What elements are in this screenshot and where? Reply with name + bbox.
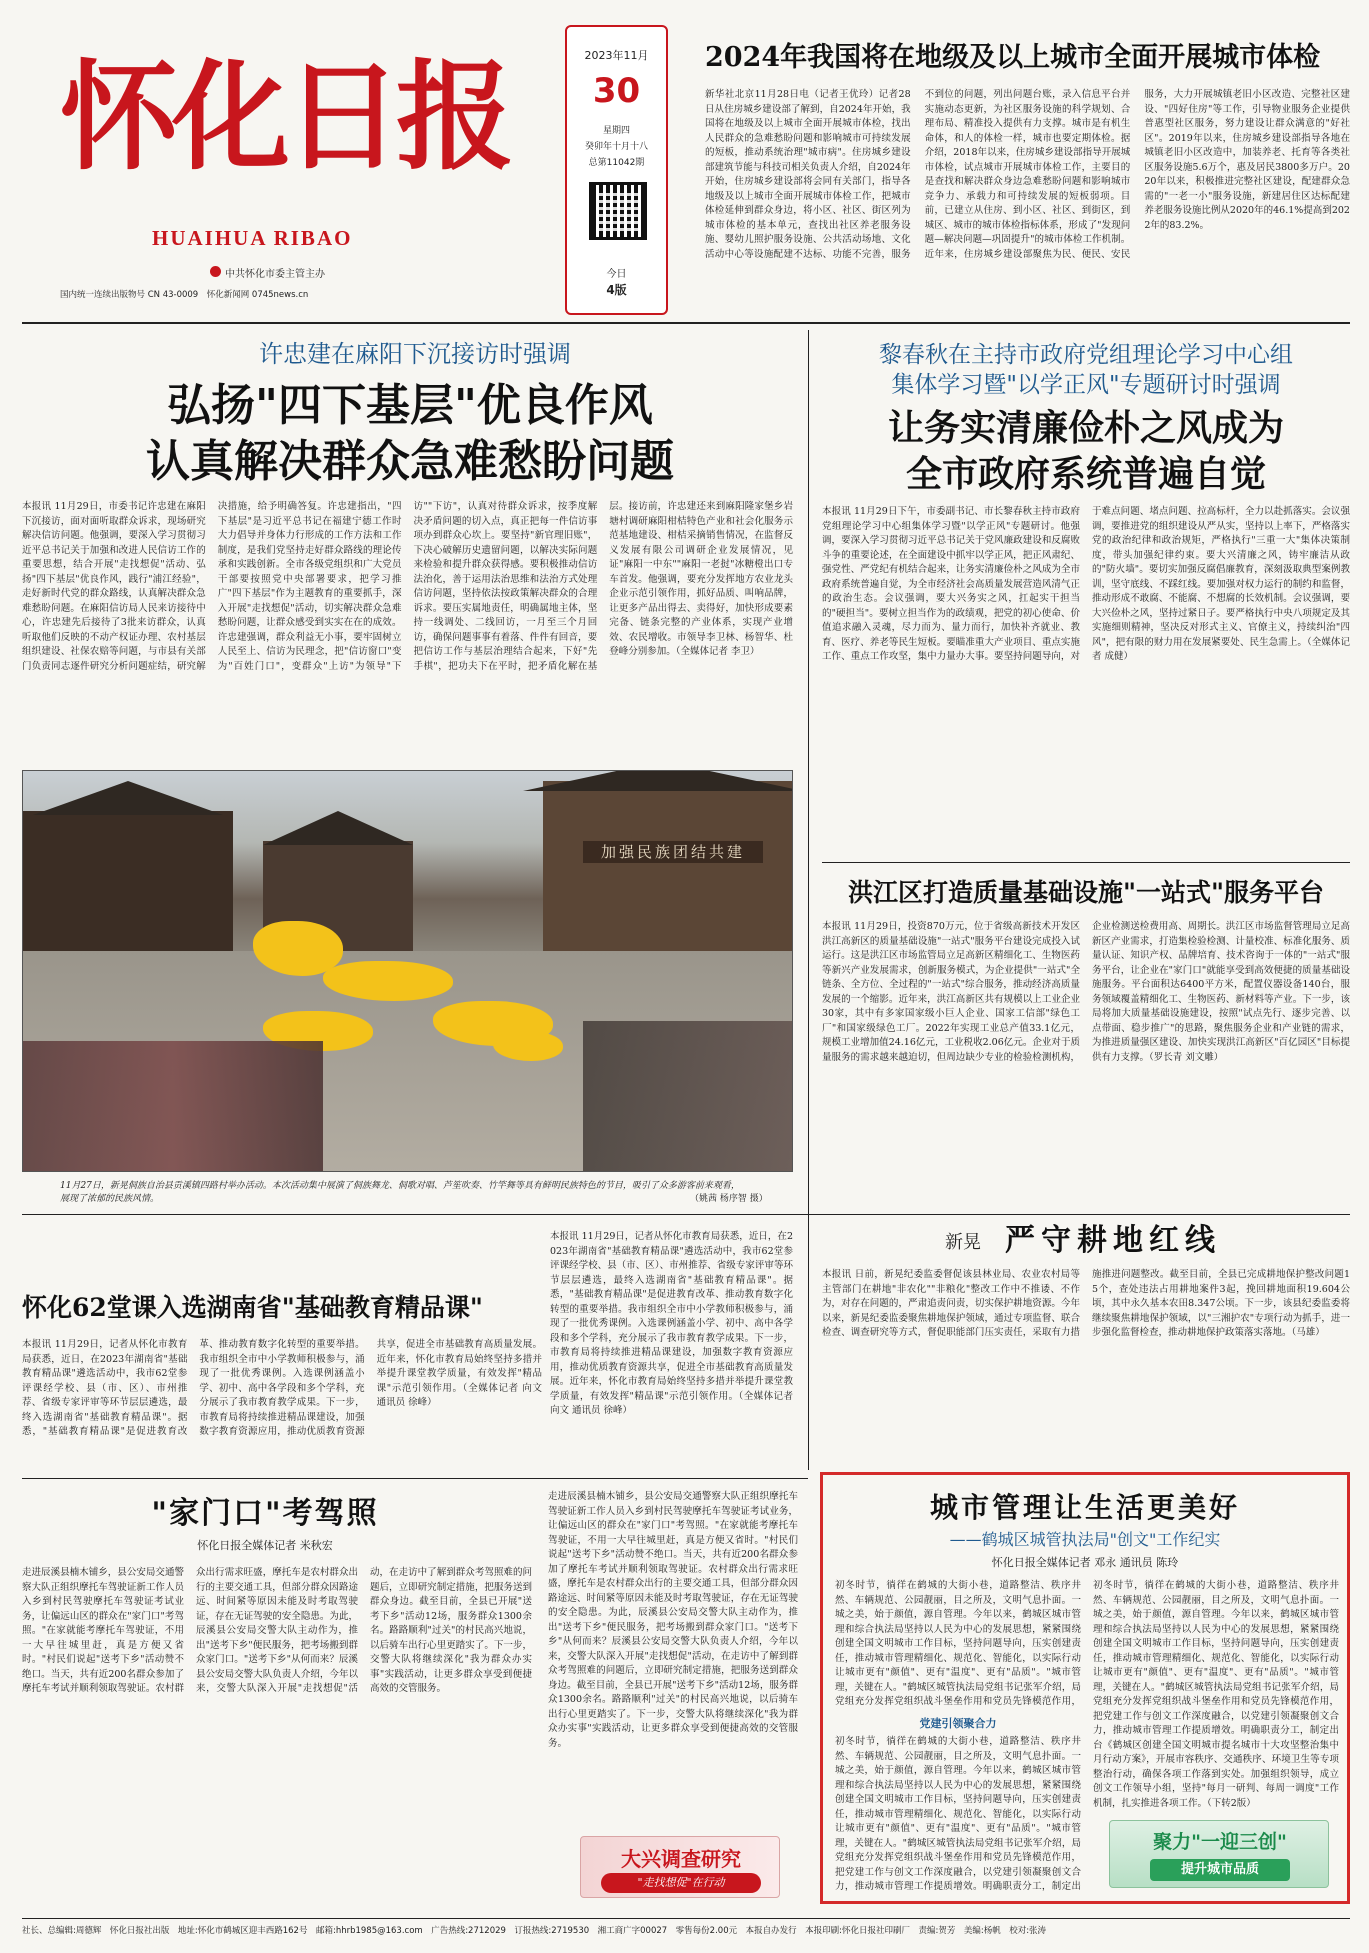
school-title[interactable]: 怀化62堂课入选湖南省"基础教育精品课" xyxy=(22,1293,483,1322)
photo-caption: 11月27日，新晃侗族自治县贡溪镇四路村举办活动。本次活动集中展演了侗族舞龙、侗歌对唱、芦笙吹奏、竹竿舞等具有鲜明民族特色的节目，吸引了众多游客前来观看，展现了浓郁的民族风情。 xyxy=(60,1181,740,1204)
jiamenkou-body-left: 走进辰溪县楠木铺乡，县公安局交通警察大队正组织摩托车驾驶证新工作人员入乡到村民驾驶摩托车驾驶证考试业务，让偏远山区的群众在"家门口"考驾照。"在家就能考摩托车驾驶证，不用一大早往城里赶，真是方便又省时。"村民们说起"送考下乡"活动赞不绝口。当天，共有近200名群众参加了摩托车考试并顺利领取驾驶证。农村群众出行需求旺盛，摩托车是农村群众出行的主要交通工具，但部分群众因路途远、时间紧等原因未能及时考取驾驶证，存在无证驾驶的安全隐患。为此，辰溪县公安局交警大队主动作为，推出"送考下乡"便民服务，把考场搬到群众家门口。"送考下乡"从何而来？辰溪县公安局交警大队负责人介绍，今年以来，交警大队深入开展"走找想促"活动，在走访中了解到群众考驾照难的问题后，立即研究制定措施，把服务送到群众身边。截至目前，全县已开展"送考下乡"活动12场，服务群众1300余名。路路顺利"过关"的村民高兴地说，以后骑车出行心里更踏实了。下一步，交警大队将继续深化"我为群众办实事"实践活动，让更多群众享受到便捷高效的交管服务。 xyxy=(22,1567,532,1694)
city-banner-title: 聚力"一迎三创" xyxy=(1153,1831,1287,1853)
weekday: 星期四 xyxy=(602,126,630,136)
sponsor-line: 中共怀化市委主管主办 xyxy=(225,269,325,280)
li-kicker-line1: 黎春秋在主持市政府党组理论学习中心组 xyxy=(879,342,1293,368)
xu-body: 本报讯 11月29日，市委书记许忠建在麻阳下沉接访，面对面听取群众诉求，现场研究解决信访问题。他强调，要深入学习贯彻习近平总书记关于加强和改进人民信访工作的重要思想，结合开展"走找想促"活动、弘扬"四下基层"优良作风，践行"浦江经验"，走好新时代党的群众路线，认真解决群众急难愁盼问题。在麻阳信访局人民来访接待中心，许忠建先后接待了3批来访群众，认真听取他们反映的不动产权证办理、农村基层组织建设、社保农赔等问题，与市县有关部门负责同志逐件研究分析问题症结，研究解决措施，给予明确答复。许忠建指出，"四下基层"是习近平总书记在福建宁德工作时大力倡导并身体力行形成的工作方法和工作制度，是我们党坚持走好群众路线的理论传承和实践创新。全市各级党组织和广大党员干部要按照党中央部署要求，把学习推广"四下基层"作为主题教育的重要抓手，深入开展"走找想促"活动，切实解决群众急难愁盼问题，让群众感受到实实在在的成效。许忠建强调，群众利益无小事，要牢固树立人民至上、信访为民理念，把"信访窗口"变为"百姓门口"，变群众"上访"为领导"下访""下访"，认真对待群众诉求，按季度解决矛盾问题的切入点，真正把每一件信访事项办到群众心坎上。要坚持"新官理旧账"，下决心破解历史遗留问题，以解决实际问题来检验和提升群众获得感。要积极推动信访法治化，善于运用法治思维和法治方式处理信访问题，坚持依法按政策解决群众的合理诉求。要压实属地责任，明确属地主体，坚持一线调处、二线回访，一月至三个月回访，确保问题事事有着落、件件有回音，要把信访工作与基层治理结合起来，下好"先手棋"，把功夫下在平时，把矛盾化解在基层。接访前，许忠建还来到麻阳隆家堡乡岩塘村调研麻阳柑桔特色产业和社会化服务示范基地建设、柑桔采摘销售情况，在监督反义发展有限公司调研企业发展情况，见证"麻阳一中东""麻阳一老挝"冰糖橙出口专车首发。他强调，要充分发挥地方农业龙头企业示范引领作用，抓好品质、叫响品牌，让更多产品出得去、卖得好，加快形成要素完备、链条完整的产业体系，实现产业增效、农民增收。市领导李卫林、杨智华、杜登峰分别参加。（全媒体记者 李卫） xyxy=(22,501,793,672)
xu-kicker: 许忠建在麻阳下沉接访时强调 xyxy=(259,340,571,368)
li-title-line2[interactable]: 全市政府系统普遍自觉 xyxy=(905,453,1266,495)
date-year-month: 2023年11月 xyxy=(584,49,649,62)
city-byline: 怀化日报全媒体记者 邓永 通讯员 陈玲 xyxy=(991,1556,1179,1569)
investigation-banner-slogan: "走找想促"在行动 xyxy=(601,1873,761,1893)
party-emblem-icon xyxy=(210,266,221,277)
masthead-pinyin: HUAIHUA RIBAO xyxy=(152,226,353,250)
qr-code-icon[interactable] xyxy=(589,182,647,240)
pages-count: 4版 xyxy=(606,283,627,297)
city-body-col2: 初冬时节，徜徉在鹤城的大街小巷，道路整洁、秩序井然、车辆规范、公园靓丽，目之所及，文明气息扑面。一城之美，始于颜值，源自管理。今年以来，鹤城区城市管理和综合执法局坚持以人民为中心的发展思想，紧紧围绕创建全国文明城市工作目标，坚持问题导向，压实创建责任，推动城市管理精细化、规范化、智能化，以实际行动让城市更有"颜值"、更有"温度"、更有"品质"。"城市管理，关键在人。"鹤城区城管执法局党组书记张军介绍，局党组充分发挥党组织战斗堡垒作用和党员先锋模范作用，把党建工作与创文工作深度融合，以党建引领凝聚创文合力，推动城市管理工作提质增效。明确职责分工，制定出 xyxy=(835,1736,1081,1892)
city-title[interactable]: 城市管理让生活更美好 xyxy=(929,1491,1240,1524)
city-body-col3: 初冬时节，徜徉在鹤城的大街小巷，道路整洁、秩序井然、车辆规范、公园靓丽，目之所及，文明气息扑面。一城之美，始于颜值，源自管理。今年以来，鹤城区城市管理和综合执法局坚持以人民为中心的发展思想，紧紧围绕创建全国文明城市工作目标，坚持问题导向，压实创建责任，推动城市管理精细化、规范化、智能化，以实际行动让城市更有"颜值"、更有"温度"、更有"品质"。"城市管理，关键在人。"鹤城区城管执法局党组书记张军介绍，局党组充分发挥党组织战斗堡垒作用和党员先锋模范作用，把党建工作与创文工作深度融合，以党建引领凝聚创文合力，推动城市管理工作提质增效。明确职责分工，制定出台《鹤城区创建全国文明城市提名城市十大攻坚整治集中月行动方案》，开展市容秩序、交通秩序、环境卫生等专项整治行动，确保各项工作落到实处。加强组织领导，成立创文工作领导小组，坚持"每月一研判、每周一调度"工作机制，扎实推进各项工作。（下转2版） xyxy=(1093,1580,1339,1809)
city-banner-slogan: 提升城市品质 xyxy=(1150,1859,1290,1881)
xinhuang-body: 本报讯 日前，新晃纪委监委督促该县林业局、农业农村局等主管部门在耕地"非农化""非粮化"整改工作中不推诿、不作为，对存在问题的，严肃追责问责，切实保护耕地资源。今年以来，新晃纪委监委聚焦耕地保护领域，通过专项监督、联合检查、调查研究等方式，督促职能部门压实责任，采取有力措施推进问题整改。截至目前，全县已完成耕地保护整改问题15个，查处违法占用耕地案件3起，挽回耕地面积19.604公顷，其中永久基本农田8.347公顷。下一步，该县纪委监委将继续聚焦耕地保护领域，以"三湘护农"专项行动为抓手，进一步强化监督检查，推动耕地保护政策落实落地。（马雄） xyxy=(822,1269,1350,1338)
li-title-line1[interactable]: 让务实清廉俭朴之风成为 xyxy=(887,407,1284,449)
xu-title-line1[interactable]: 弘扬"四下基层"优良作风 xyxy=(167,380,653,431)
school-body-left: 本报讯 11月29日，记者从怀化市教育局获悉，近日，在2023年湖南省"基础教育精品课"遴选活动中，我市62堂参评课经学校、县（市、区）、市州推荐、省级专家评审等环节层层遴选，最终入选湖南省"基础教育精品课"。据悉，"基础教育精品课"是促进教育改革、推动教育数字化转型的重要举措。我市组织全市中小学教师积极参与，涌现了一批优秀课例。入选课例涵盖小学、初中、高中各学段和多个学科，充分展示了我市教育教学成果。下一步，市教育局将持续推进精品课建设，加强数字教育资源应用，推动优质教育资源共享，促进全市基础教育高质量发展。近年来，怀化市教育局始终坚持多措并举提升课堂教学质量，有效发挥"精品课"示范引领作用。（全媒体记者 向文 通讯员 徐峰） xyxy=(22,1339,542,1437)
jiamenkou-byline: 怀化日报全媒体记者 米秋宏 xyxy=(197,1539,333,1552)
li-kicker-line2: 集体学习暨"以学正风"专题研讨时强调 xyxy=(891,372,1281,398)
school-body-right: 本报讯 11月29日，记者从怀化市教育局获悉，近日，在2023年湖南省"基础教育精品课"遴选活动中，我市62堂参评课经学校、县（市、区）、市州推荐、省级专家评审等环节层层遴选，最终入选湖南省"基础教育精品课"。据悉，"基础教育精品课"是促进教育改革、推动教育数字化转型的重要举措。我市组织全市中小学教师积极参与，涌现了一批优秀课例。入选课例涵盖小学、初中、高中各学段和多个学科，充分展示了我市教育教学成果。下一步，市教育局将持续推进精品课建设，加强数字教育资源应用，推动优质教育资源共享，促进全市基础教育高质量发展。近年来，怀化市教育局始终坚持多措并举提升课堂教学质量，有效发挥"精品课"示范引领作用。（全媒体记者 向文 通讯员 徐峰） xyxy=(550,1231,793,1416)
date-day: 30 xyxy=(592,71,641,111)
footer-info: 社长、总编辑:周德辉 怀化日报社出版 地址:怀化市鹤城区迎丰西路162号 邮箱:hhrb1985@163.com 广告热线:2712029 订报热线:2719530 湘工商广字00027 零售每份2.00元 本报自办发行 本报印刷:怀化日报社印刷厂 责编:贺芳 美编:杨帆 校对:张涛 xyxy=(22,1926,1047,1936)
issue-number: 总第11042期 xyxy=(588,158,645,168)
investigation-banner-title: 大兴调查研究 xyxy=(621,1847,741,1871)
date-box xyxy=(565,25,668,315)
xinhuang-kicker: 新晃 xyxy=(945,1232,981,1253)
city-banner[interactable] xyxy=(1109,1820,1329,1888)
jiamenkou-body-right: 走进辰溪县楠木铺乡，县公安局交通警察大队正组织摩托车驾驶证新工作人员入乡到村民驾驶摩托车驾驶证考试业务，让偏远山区的群众在"家门口"考驾照。"在家就能考摩托车驾驶证，不用一大早往城里赶，真是方便又省时。"村民们说起"送考下乡"活动赞不绝口。当天，共有近200名群众参加了摩托车考试并顺利领取驾驶证。农村群众出行需求旺盛，摩托车是农村群众出行的主要交通工具，但部分群众因路途远、时间紧等原因未能及时考取驾驶证，存在无证驾驶的安全隐患。为此，辰溪县公安局交警大队主动作为，推出"送考下乡"便民服务，把考场搬到群众家门口。"送考下乡"从何而来？辰溪县公安局交警大队负责人介绍，今年以来，交警大队深入开展"走找想促"活动，在走访中了解到群众考驾照难的问题后，立即研究制定措施，把服务送到群众身边。截至目前，全县已开展"送考下乡"活动12场，服务群众1300余名。路路顺利"过关"的村民高兴地说，以后骑车出行心里更踏实了。下一步，交警大队将继续深化"我为群众办实事"实践活动，让更多群众享受到便捷高效的交管服务。 xyxy=(548,1491,798,1749)
xu-title-line2[interactable]: 认真解决群众急难愁盼问题 xyxy=(146,436,674,487)
pages-label: 今日 xyxy=(606,269,627,280)
publication-line: 国内统一连续出版物号 CN 43-0009 怀化新闻网 0745news.cn xyxy=(60,290,309,300)
city-management-box xyxy=(820,1472,1350,1904)
top-story-title[interactable]: 2024年我国将在地级及以上城市全面开展城市体检 xyxy=(705,42,1321,73)
festival-photo[interactable] xyxy=(22,770,793,1172)
city-section-head: 党建引领聚合力 xyxy=(919,1717,997,1730)
photo-sign: 加强民族团结共建 xyxy=(583,841,763,863)
jiamenkou-title[interactable]: "家门口"考驾照 xyxy=(151,1496,379,1531)
hongjiang-body: 本报讯 11月29日，投资870万元，位于省级高新技术开发区洪江高新区的质量基础设施"一站式"服务平台建设完成投入试运行。这是洪江区市场监管局立足高新区精细化工、生物医药等新兴产业发展需求，创新服务模式，为企业提供"一站式"全链条、全方位、全过程的"一站式"综合服务，推动经济高质量发展的一个缩影。近年来，洪江高新区共有规模以上工业企业30家，其中有多家国家级小巨人企业、国家工信部"绿色工厂"和国家级绿色工厂。2022年实现工业总产值33.1亿元，规模工业增加值24.16亿元，工业税收2.06亿元。企业对于质量服务的需求越来越迫切，但周边缺少专业的检验检测机构，企业检测送检费用高、周期长。洪江区市场监督管理局立足高新区产业需求，打造集检验检测、计量校准、标准化服务、质量认证、知识产权、品牌培育、技术咨询于一体的"一站式"服务平台，让企业在"家门口"就能享受到高效便捷的质量基础设施服务。平台面积达6400平方米，配置仪器设备140台，服务领域覆盖精细化工、生物医药、新材料等产业。下一步，该局将加大质量基础设施建设，按照"试点先行、逐步完善、以点带面、稳步推广"的思路，聚焦服务企业和产业链的需求，为推进质量强区建设、加快实现洪江高新区"百亿园区"目标提供有力支撑。（罗长青 刘文雕） xyxy=(822,921,1350,1063)
photo-credit: （姚茜 杨序智 摄） xyxy=(690,1194,768,1204)
lunar-date: 癸卯年十月十八 xyxy=(584,142,648,152)
li-body: 本报讯 11月29日下午，市委副书记、市长黎春秋主持市政府党组理论学习中心组集体学习暨"以学正风"专题研讨。他强调，要深入学习贯彻习近平总书记关于党风廉政建设和反腐败斗争的重要论述，在全面建设中抓牢以学正风，把正风肃纪、强党性、严党纪有机结合起来，让务实清廉俭朴之风成为全市政府系统普遍自觉，为全市经济社会高质量发展营造风清气正的政治生态。会议强调，要大兴务实之风，扛起实干担当的"硬担当"。要树立担当作为的政绩观，把党的初心使命、价值追求融入灵魂，尽力而为、量力而行，加快补齐就业、教育、医疗、养老等民生短板。要瞄准重大产业项目、重点实施工作、重点工作攻坚，集中力量办大事。要坚持问题导向，对于难点问题、堵点问题、拉高标杆，全力以赴抓落实。会议强调，要推进党的组织建设从严从实，坚持以上率下，严格落实党的政治纪律和政治规矩，严格执行"三重一大"集体决策制度，带头加强纪律约束。要大兴清廉之风，铸牢廉洁从政的"防火墙"。要切实加强反腐倡廉教育，深刻汲取典型案例教训，坚守底线、不踩红线。要加强对权力运行的制约和监督，推动形成不敢腐、不能腐、不想腐的长效机制。会议强调，要大兴俭朴之风，坚持过紧日子。要严格执行中央八项规定及其实施细则精神，坚决反对形式主义、官僚主义，持续纠治"四风"，把有限的财力用在发展紧要处、民生急需上。（全媒体记者 成健） xyxy=(822,506,1350,662)
investigation-banner[interactable] xyxy=(580,1836,780,1898)
xinhuang-title[interactable]: 严守耕地红线 xyxy=(1005,1223,1221,1258)
masthead-logo: 怀化日报 xyxy=(60,47,509,186)
city-subtitle: ——鹤城区城管执法局"创文"工作纪实 xyxy=(949,1530,1221,1549)
top-story-body: 新华社北京11月28日电（记者王优玲）记者28日从住房城乡建设部了解到，自2024年开始，我国将在地级及以上城市全面开展城市体检，找出人民群众的急难愁盼问题和影响城市可持续发展的短板，推动系统治理"城市病"。住房城乡建设部建筑节能与科技司相关负责人介绍，自2024年开始，住房城乡建设部将会同有关部门，指导各地级及以上城市全面开展城市体检工作，把城市体检延伸到群众身边，将小区、社区、街区列为城市体检的基本单元，查找出社区养老服务设施、婴幼儿照护服务设施、公共活动场地、文化活动中心等设施配建不达标、功能不完善，服务不到位的问题，列出问题台账，录入信息平台并实施动态更新，为社区服务设施的科学规划、合理布局、精准投入提供有力支撑。城市是有机生命体，和人的体检一样，城市也要定期体检。据介绍，2018年以来，住房城乡建设部指导开展城市体检，试点城市开展城市体检工作，主要目的是查找和解决群众身边急难愁盼问题和影响城市竞争力、承载力和可持续发展的短板弱项。目前，已建立从住房、到小区、社区、到街区，到城区、城市的城市体检指标体系，形成了"发现问题—解决问题—巩固提升"的城市体检工作机制。近年来，住房城乡建设部聚焦为民、便民、安民服务，大力开展城镇老旧小区改造、完整社区建设、"四好住房"等工作，引导物业服务企业提供普惠型社区服务，努力建设让群众满意的"好社区"。2019年以来，住房城乡建设部指导各地在城镇老旧小区改造中，加装养老、托育等各类社区服务设施5.6万个，惠及居民3800多万户。2020年以来，积极推进完整社区建设，配建群众急需的"一老一小"服务设施，新建居住区达标配建养老服务设施比例从2020年的46.1%提高到2022年的83.2%。 xyxy=(705,89,1350,260)
hongjiang-title[interactable]: 洪江区打造质量基础设施"一站式"服务平台 xyxy=(847,878,1325,907)
city-body-col1: 初冬时节，徜徉在鹤城的大街小巷，道路整洁、秩序井然、车辆规范、公园靓丽，目之所及，文明气息扑面。一城之美，始于颜值，源自管理。今年以来，鹤城区城市管理和综合执法局坚持以人民为中心的发展思想，紧紧围绕创建全国文明城市工作目标，坚持问题导向，压实创建责任，推动城市管理精细化、规范化、智能化，以实际行动让城市更有"颜值"、更有"温度"、更有"品质"。"城市管理，关键在人。"鹤城区城管执法局党组书记张军介绍，局党组充分发挥党组织战斗堡垒作用和党员先锋模范作用， xyxy=(835,1580,1081,1707)
